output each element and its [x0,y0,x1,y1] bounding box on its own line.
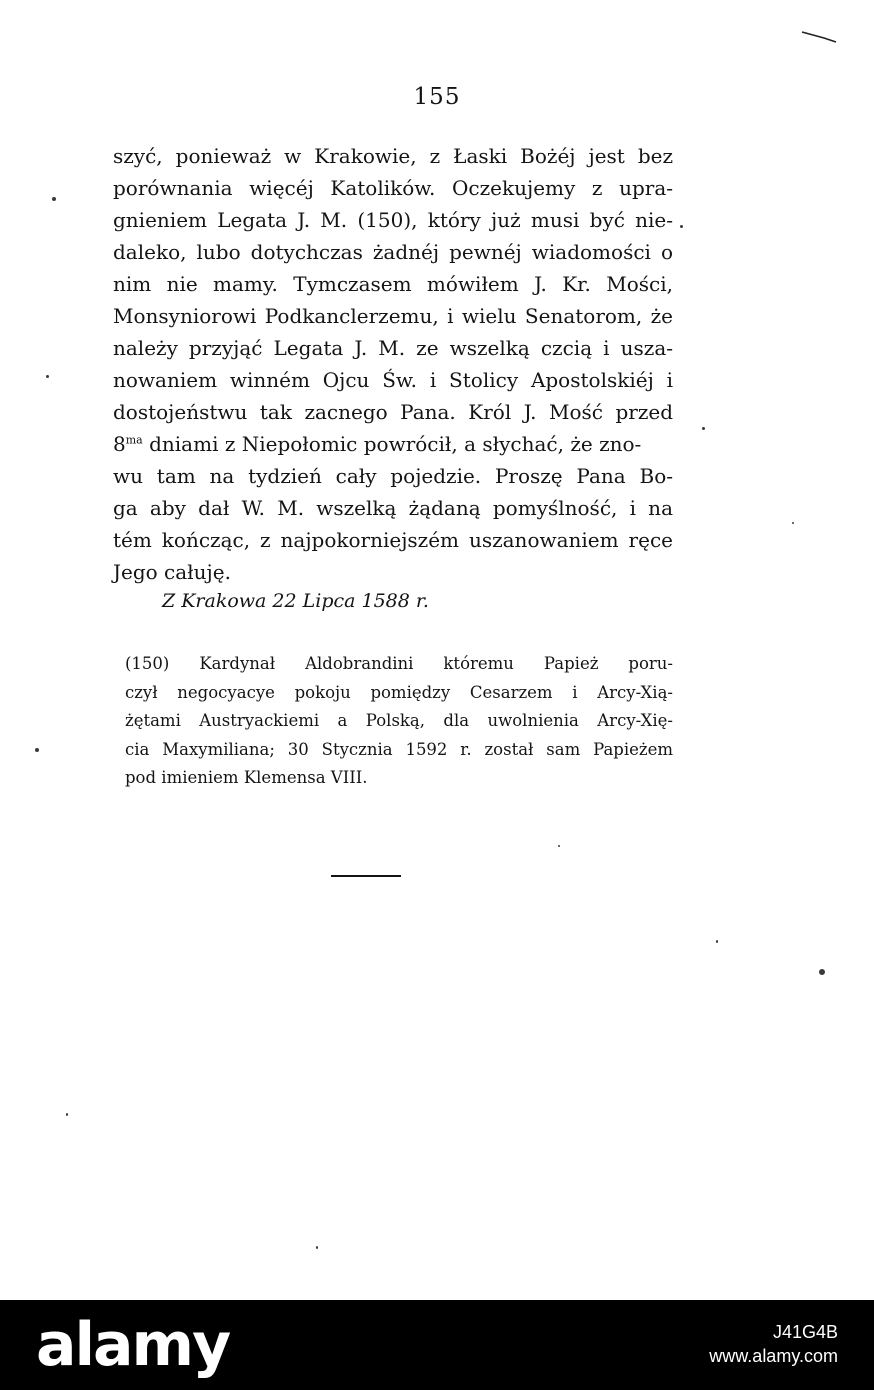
body-line: dostojeństwu tak zacnego Pana. Król J. Mość przed [113,400,673,424]
ink-speck [46,375,49,378]
page-number: 155 [413,84,461,110]
image-id: J41G4B [772,1322,838,1342]
ink-speck [35,748,39,752]
body-line: wu tam na tydzień cały pojedzie. Proszę Pana Bo- [113,464,673,488]
letter-place-date: Z Krakowa 22 Lipca 1588 r. [162,590,429,612]
footnote-line-last: pod imieniem Klemensa VIII. [125,768,368,787]
ink-speck [680,225,683,228]
footnote-line: żętami Austryackiemi a Polską, dla uwolnienia Arcy-Xię- [125,711,673,730]
letter-body [113,140,673,588]
body-line: należy przyjąć Legata J. M. ze wszelką czcią i usza- [113,336,673,360]
footnote-line: czył negocyacye pokoju pomiędzy Cesarzem i Arcy-Xią- [125,682,673,702]
ink-speck [792,522,794,524]
body-line-last: Jego całuję. [113,560,231,584]
footer-url: www.alamy.com [709,1346,838,1366]
ink-speck [558,845,560,847]
body-line-with-ordinal [113,428,673,460]
alamy-logo: alamy [36,1310,230,1380]
end-rule [331,875,401,877]
ordinal-number: 8 [113,432,126,456]
ink-speck [52,197,56,201]
footnote-line: (150) Kardynał Aldobrandini któremu Papież poru- [125,654,673,673]
body-line: Monsyniorowi Podkanclerzemu, i wielu Senatorom, że [113,304,673,328]
body-line-rest: dniami z Niepołomic powrócił, a słychać, że zno- [149,432,642,456]
footnote [125,650,673,793]
stock-photo-footer [0,1300,874,1390]
body-line: porównania więcéj Katolików. Oczekujemy z upra- [113,176,673,200]
body-line: daleko, lubo dotychczas żadnéj pewnéj wiadomości o [113,240,673,264]
footnote-line: cia Maxymiliana; 30 Stycznia 1592 r. został sam Papieżem [125,739,673,759]
ink-speck [316,1246,318,1249]
ink-speck [716,940,718,943]
ink-speck [819,969,825,975]
body-line: gnieniem Legata J. M. (150), który już musi być nie- [113,208,673,232]
body-line: tém kończąc, z najpokorniejszém uszanowaniem ręce [113,528,673,552]
body-line: nowaniem winném Ojcu Św. i Stolicy Apostolskiéj i [113,368,673,392]
body-line: nim nie mamy. Tymczasem mówiłem J. Kr. Mości, [113,272,673,296]
footer-info [709,1320,838,1368]
ink-speck [702,427,705,430]
ink-stroke-mark [800,30,838,44]
body-line: szyć, ponieważ w Krakowie, z Łaski Bożéj jest bez [113,144,673,168]
ordinal-superscript: ma [125,433,143,447]
body-line: ga aby dał W. M. wszelką żądaną pomyślność, i na [113,496,673,520]
ink-speck [66,1113,68,1116]
